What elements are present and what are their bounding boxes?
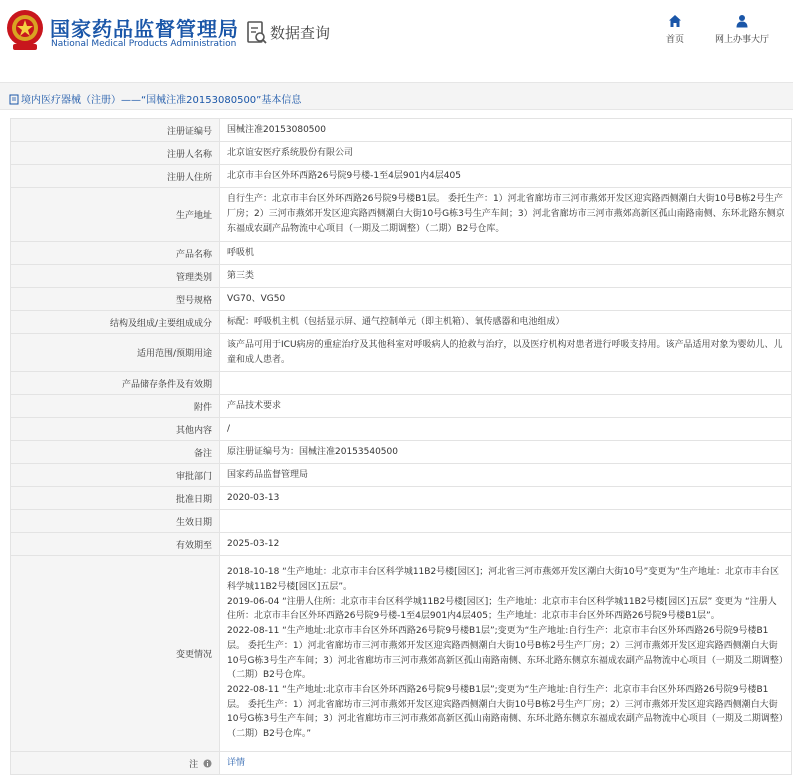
nav-home[interactable] bbox=[660, 14, 690, 45]
details-link[interactable]: 详情 bbox=[227, 757, 246, 768]
info-icon bbox=[203, 759, 212, 768]
row-value bbox=[220, 372, 792, 395]
site-header bbox=[0, 0, 793, 66]
site-title: 国家药品监督管理局 bbox=[50, 17, 239, 41]
change-entry: 2022-08-11 “生产地址:北京市丰台区外环西路26号院9号楼B1层”;变更为“生产地址:自行生产：北京市丰台区外环西路26号院9号楼B1层。 委托生产：1）河北省廊坊市三河市燕郊开发区迎宾路西侧潮白大街10号B栋2号生产厂房；2）三河市燕郊开发区迎宾路西侧潮白大街10号G栋3号生产车间；3）河北省廊坊市三河市燕郊高新区孤山南路南侧、东环北路东侧京东福成农副产品物流中心项目（一期及二期调整）（二期）B2号仓库。 bbox=[227, 626, 784, 681]
row-label: 产品名称 bbox=[11, 242, 220, 265]
change-entry: 2019-06-04 “注册人住所：北京市丰台区科学城11B2号楼[园区]；生产地址：北京市丰台区科学城11B2号楼[园区]五层” 变更为 “注册人住所：北京市丰台区外环西路26号院9号楼-1至4层901内4层405；生产地址：北京市丰台区外环西路26号院9号楼B1层”。 bbox=[227, 596, 777, 622]
row-label: 有效期至 bbox=[11, 533, 220, 556]
row-value: 第三类 bbox=[220, 265, 792, 288]
table-row bbox=[11, 752, 792, 775]
national-emblem-icon bbox=[5, 8, 45, 52]
row-label: 产品储存条件及有效期 bbox=[11, 372, 220, 395]
change-history bbox=[220, 556, 792, 752]
row-label: 适用范围/预期用途 bbox=[11, 334, 220, 372]
home-icon bbox=[668, 14, 682, 28]
row-label: 附件 bbox=[11, 395, 220, 418]
table-row bbox=[11, 265, 792, 288]
change-entry: 2018-10-18 “生产地址：北京市丰台区科学城11B2号楼[园区]；河北省三河市燕郊开发区潮白大街10号”变更为“生产地址：北京市丰台区科学城11B2号楼[园区]五层”。 bbox=[227, 567, 779, 592]
table-row bbox=[11, 533, 792, 556]
row-label: 审批部门 bbox=[11, 464, 220, 487]
user-icon bbox=[735, 14, 749, 28]
row-value-cell bbox=[220, 752, 792, 775]
row-value: 呼吸机 bbox=[220, 242, 792, 265]
note-label-cell bbox=[11, 752, 220, 775]
table-row bbox=[11, 395, 792, 418]
document-icon bbox=[9, 94, 19, 105]
row-value: 标配：呼吸机主机（包括显示屏、通气控制单元（即主机箱）、氧传感器和电池组成） bbox=[220, 311, 792, 334]
table-row bbox=[11, 556, 792, 752]
row-label: 注 bbox=[189, 759, 199, 770]
table-row bbox=[11, 188, 792, 242]
row-value: 自行生产：北京市丰台区外环西路26号院9号楼B1层。 委托生产：1）河北省廊坊市三河市燕郊开发区迎宾路西侧潮白大街10号B栋2号生产厂房；2）三河市燕郊开发区迎宾路西侧潮白大街10号G栋3号生产车间；3）河北省廊坊市三河市燕郊高新区孤山南路南侧、东环北路东侧京东福成农副产品物流中心项目（一期及二期调整）（二期）B2号仓库。 bbox=[220, 188, 792, 242]
row-label: 生效日期 bbox=[11, 510, 220, 533]
change-entry: 2022-08-11 “生产地址:北京市丰台区外环西路26号院9号楼B1层”;变更为“生产地址:自行生产：北京市丰台区外环西路26号院9号楼B1层。 委托生产：1）河北省廊坊市三河市燕郊开发区迎宾路西侧潮白大街10号B栋2号生产厂房；2）三河市燕郊开发区迎宾路西侧潮白大街10号G栋3号生产车间；3）河北省廊坊市三河市燕郊高新区孤山南路南侧、东环北路东侧京东福成农副产品物流中心项目（一期及二期调整）（二期）B2号仓库。” bbox=[227, 684, 784, 740]
row-value bbox=[220, 510, 792, 533]
table-row bbox=[11, 418, 792, 441]
row-label: 结构及组成/主要组成成分 bbox=[11, 311, 220, 334]
row-label: 注册证编号 bbox=[11, 119, 220, 142]
section-title: 数据查询 bbox=[270, 24, 331, 42]
nav-online-label: 网上办事大厅 bbox=[714, 35, 769, 45]
table-row bbox=[11, 242, 792, 265]
table-row bbox=[11, 487, 792, 510]
row-label: 型号规格 bbox=[11, 288, 220, 311]
site-title-en: National Medical Products Administration bbox=[51, 39, 237, 49]
row-value: / bbox=[220, 418, 792, 441]
row-value: 北京谊安医疗系统股份有限公司 bbox=[220, 142, 792, 165]
breadcrumb bbox=[9, 91, 301, 106]
row-label: 注册人名称 bbox=[11, 142, 220, 165]
row-label: 变更情况 bbox=[11, 556, 220, 752]
breadcrumb-bar bbox=[0, 82, 793, 110]
row-value: 北京市丰台区外环西路26号院9号楼-1至4层901内4层405 bbox=[220, 165, 792, 188]
table-row bbox=[11, 464, 792, 487]
table-row bbox=[11, 165, 792, 188]
table-row bbox=[11, 311, 792, 334]
row-label: 生产地址 bbox=[11, 188, 220, 242]
row-value: 该产品可用于ICU病房的重症治疗及其他科室对呼吸病人的抢救与治疗，以及医疗机构对患者进行呼吸支持用。该产品适用对象为婴幼儿、儿童和成人患者。 bbox=[220, 334, 792, 372]
nav-home-label: 首页 bbox=[665, 35, 684, 45]
nav-online-hall[interactable] bbox=[707, 14, 777, 45]
row-value: 2020-03-13 bbox=[220, 487, 792, 510]
row-value: 2025-03-12 bbox=[220, 533, 792, 556]
row-label: 批准日期 bbox=[11, 487, 220, 510]
row-label: 注册人住所 bbox=[11, 165, 220, 188]
row-label: 管理类别 bbox=[11, 265, 220, 288]
row-value: VG70、VG50 bbox=[220, 288, 792, 311]
breadcrumb-text: 境内医疗器械（注册）——“国械注准20153080500”基本信息 bbox=[21, 95, 302, 106]
row-value: 国械注准20153080500 bbox=[220, 119, 792, 142]
row-label: 备注 bbox=[11, 441, 220, 464]
detail-table bbox=[10, 118, 792, 775]
table-row bbox=[11, 119, 792, 142]
row-value: 国家药品监督管理局 bbox=[220, 464, 792, 487]
data-query-icon bbox=[246, 20, 268, 46]
table-row bbox=[11, 142, 792, 165]
row-value: 产品技术要求 bbox=[220, 395, 792, 418]
table-row bbox=[11, 372, 792, 395]
row-label: 其他内容 bbox=[11, 418, 220, 441]
table-row bbox=[11, 288, 792, 311]
table-row bbox=[11, 510, 792, 533]
table-row bbox=[11, 441, 792, 464]
table-row bbox=[11, 334, 792, 372]
row-value: 原注册证编号为：国械注准20153540500 bbox=[220, 441, 792, 464]
